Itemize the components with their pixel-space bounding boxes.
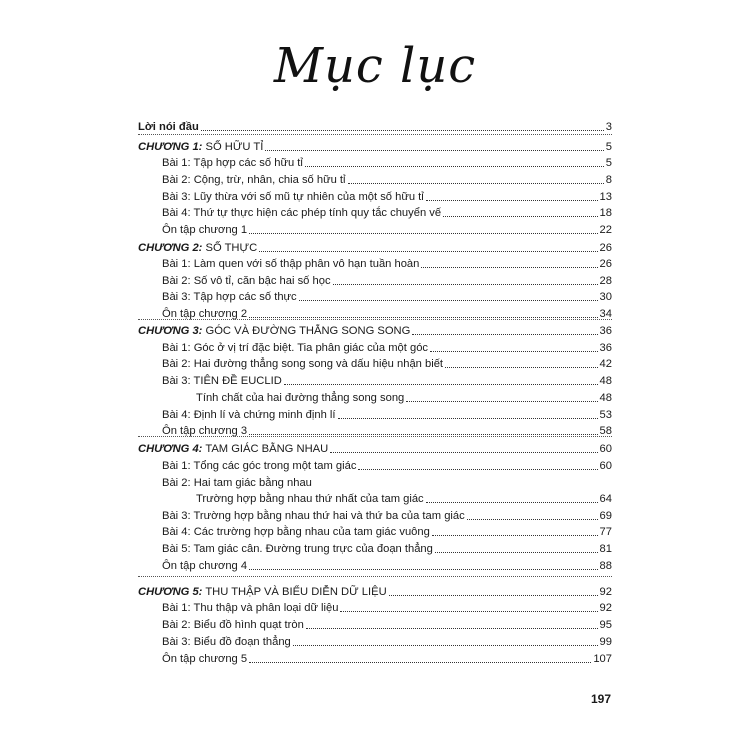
- dot-leader: [259, 251, 597, 252]
- toc-page-number: 48: [599, 375, 612, 387]
- toc-entry-text: Bài 4: Các trường hợp bằng nhau của tam giác vuông: [162, 526, 430, 538]
- toc-entry-row: [162, 256, 612, 272]
- dot-leader: [445, 367, 598, 368]
- toc-entry-label: [138, 119, 199, 135]
- toc-entry-text: TAM GIÁC BẰNG NHAU: [202, 443, 329, 455]
- dot-leader: [443, 216, 597, 217]
- toc-entry-text: Bài 2: Hai tam giác bằng nhau: [162, 477, 312, 489]
- dot-leader: [426, 502, 598, 503]
- toc-page-number: 22: [599, 224, 612, 236]
- toc-entry-label: [162, 475, 312, 491]
- toc-entry-text: SỐ THỰC: [202, 242, 258, 254]
- chapter-prefix: CHƯƠNG 2:: [138, 242, 203, 254]
- toc-entry-label: [196, 390, 404, 406]
- dot-leader: [430, 351, 598, 352]
- toc-entry-text: SỐ HỮU TỈ: [202, 141, 264, 153]
- toc-entry-label: [162, 541, 433, 557]
- toc-entry-text: Bài 3: Trường hợp bằng nhau thứ hai và thứ ba của tam giác: [162, 510, 465, 522]
- toc-entry-label: [162, 222, 247, 238]
- toc-page-number: 48: [599, 392, 612, 404]
- toc-page-number: 60: [599, 443, 612, 455]
- toc-chapter-row: [138, 584, 612, 600]
- toc-page-number: 36: [599, 325, 612, 337]
- toc-page-number: 81: [599, 543, 612, 555]
- toc-page-number: 95: [599, 619, 612, 631]
- toc-chapter-row: [138, 240, 612, 256]
- toc-entry-label: [162, 458, 356, 474]
- dot-leader: [249, 569, 597, 570]
- toc-entry-text: Trường hợp bằng nhau thứ nhất của tam giác: [196, 493, 424, 505]
- toc-chapter-row: [138, 323, 612, 339]
- dot-leader: [348, 183, 604, 184]
- toc-entry-text: Tính chất của hai đường thẳng song song: [196, 392, 405, 404]
- toc-page-number: 26: [599, 258, 612, 270]
- toc-entry-row: [162, 541, 612, 557]
- toc-page-number: 107: [593, 653, 612, 665]
- toc-entry-row: [162, 634, 612, 650]
- dot-leader: [306, 628, 598, 629]
- toc-page-number: 5: [605, 141, 612, 153]
- toc-page-number: 5: [605, 157, 612, 169]
- toc-page-number: 92: [599, 602, 612, 614]
- toc-entry-label: [162, 289, 297, 305]
- dot-leader: [201, 130, 604, 131]
- toc-entry-text: Bài 3: Biểu đồ đoạn thẳng: [162, 636, 291, 648]
- toc-entry-row: [162, 172, 612, 188]
- toc-entry-text: Bài 3: Tập hợp các số thực: [162, 291, 297, 303]
- toc-page-number: 99: [599, 636, 612, 648]
- toc-entry-label: [138, 139, 263, 155]
- toc-entry-row: [162, 155, 612, 171]
- toc-page-number: 18: [599, 207, 612, 219]
- dot-leader: [421, 267, 597, 268]
- toc-page-number: 92: [599, 586, 612, 598]
- dot-leader: [426, 200, 598, 201]
- page-number: 197: [591, 692, 612, 706]
- page-title: Mục lục: [273, 38, 477, 94]
- toc-entry-row: [162, 475, 612, 491]
- toc-entry-label: [162, 205, 441, 221]
- dot-leader: [305, 166, 604, 167]
- toc-entry-row: [162, 205, 612, 221]
- toc-entry-label: [162, 508, 465, 524]
- toc-entry-label: [162, 524, 430, 540]
- toc-entry-text: Ôn tập chương 4: [162, 560, 248, 572]
- toc-entry-row: [162, 340, 612, 356]
- toc-entry-label: [162, 634, 291, 650]
- toc-entry-text: Bài 1: Góc ở vị trí đặc biệt. Tia phân giác của một góc: [162, 342, 429, 354]
- toc-entry-row: [196, 491, 612, 507]
- dot-leader: [467, 519, 598, 520]
- toc-entry-label: [162, 600, 338, 616]
- toc-entry-label: [138, 441, 328, 457]
- toc-page-number: 58: [599, 425, 612, 437]
- toc-page-number: 69: [599, 510, 612, 522]
- toc-entry-label: [162, 558, 247, 574]
- toc-page-number: 53: [599, 409, 612, 421]
- chapter-prefix: CHƯƠNG 1:: [138, 141, 203, 153]
- toc-entry-label: [162, 256, 419, 272]
- dot-leader: [249, 434, 597, 435]
- toc-page-number: 36: [599, 342, 612, 354]
- section-divider: [138, 319, 612, 320]
- toc-entry-row: [162, 458, 612, 474]
- toc-entry-text: THU THẬP VÀ BIỂU DIỄN DỮ LIỆU: [202, 586, 387, 598]
- toc-entry-text: Bài 1: Làm quen với số thập phân vô hạn tuần hoàn: [162, 258, 420, 270]
- toc-entry-row: [162, 524, 612, 540]
- dot-leader: [249, 233, 597, 234]
- dot-leader: [358, 469, 597, 470]
- toc-page-number: 13: [599, 191, 612, 203]
- toc-chapter-row: [138, 441, 612, 457]
- toc-entry-text: Bài 5: Tam giác cân. Đường trung trực của đoạn thẳng: [162, 543, 433, 555]
- dot-leader: [389, 595, 598, 596]
- toc-entry-label: [162, 617, 304, 633]
- toc-entry-row: [162, 222, 612, 238]
- toc-page-number: 26: [599, 242, 612, 254]
- toc-entry-row: [162, 189, 612, 205]
- dot-leader: [299, 300, 598, 301]
- section-divider: [138, 134, 612, 135]
- toc-page-number: 42: [599, 358, 612, 370]
- dot-leader: [249, 317, 597, 318]
- toc-entry-row: [162, 600, 612, 616]
- toc-entry-text: Bài 4: Định lí và chứng minh định lí: [162, 409, 336, 421]
- toc-entry-text: Bài 3: Lũy thừa với số mũ tự nhiên của một số hữu tỉ: [162, 191, 424, 203]
- toc-page-number: 77: [599, 526, 612, 538]
- chapter-prefix: CHƯƠNG 4:: [138, 443, 203, 455]
- toc-chapter-row: [138, 139, 612, 155]
- toc-entry-text: Bài 4: Thứ tự thực hiện các phép tính quy tắc chuyển vế: [162, 207, 442, 219]
- toc-page-number: 88: [599, 560, 612, 572]
- toc-entry-text: Ôn tập chương 5: [162, 653, 248, 665]
- toc-entry-label: [162, 189, 424, 205]
- dot-leader: [406, 401, 597, 402]
- chapter-prefix: CHƯƠNG 3:: [138, 325, 203, 337]
- toc-entry-text: Bài 2: Biểu đồ hình quạt tròn: [162, 619, 304, 631]
- toc-entry-text: Bài 1: Tổng các góc trong một tam giác: [162, 460, 357, 472]
- dot-leader: [265, 150, 603, 151]
- toc-entry-label: [162, 172, 346, 188]
- chapter-prefix: CHƯƠNG 5:: [138, 586, 203, 598]
- toc-entry-text: Bài 1: Thu thập và phân loại dữ liệu: [162, 602, 339, 614]
- dot-leader: [333, 284, 598, 285]
- toc-entry-label: [162, 407, 336, 423]
- dot-leader: [340, 611, 597, 612]
- dot-leader: [338, 418, 598, 419]
- toc-entry-row: [196, 390, 612, 406]
- toc-page-number: 3: [605, 121, 612, 133]
- toc-entry-label: [138, 584, 387, 600]
- toc-page-number: 8: [605, 174, 612, 186]
- toc-entry-text: Bài 2: Hai đường thẳng song song và dấu hiệu nhận biết: [162, 358, 444, 370]
- toc-entry-label: [162, 356, 443, 372]
- dot-leader: [432, 535, 598, 536]
- toc-entry-row: [162, 273, 612, 289]
- toc-entry-text: Ôn tập chương 3: [162, 425, 248, 437]
- toc-entry-row: [162, 356, 612, 372]
- toc-entry-row: [162, 558, 612, 574]
- toc-entry-label: [162, 651, 247, 667]
- toc-preface-row: [138, 119, 612, 135]
- toc-entry-label: [138, 323, 410, 339]
- toc-page-number: 60: [599, 460, 612, 472]
- dot-leader: [330, 452, 597, 453]
- toc-entry-text: Bài 3: TIÊN ĐỀ EUCLID: [162, 375, 282, 387]
- toc-entry-label: [162, 373, 282, 389]
- dot-leader: [249, 662, 591, 663]
- toc-entry-row: [162, 407, 612, 423]
- toc-page-number: 64: [599, 493, 612, 505]
- toc-entry-label: [138, 240, 257, 256]
- toc-page-number: 30: [599, 291, 612, 303]
- toc-entry-text: GÓC VÀ ĐƯỜNG THẲNG SONG SONG: [202, 325, 411, 337]
- toc-entry-row: [162, 508, 612, 524]
- toc-entry-text: Ôn tập chương 2: [162, 308, 248, 320]
- toc-entry-row: [162, 373, 612, 389]
- toc-entry-text: Bài 1: Tập hợp các số hữu tỉ: [162, 157, 303, 169]
- toc-page-number: 34: [599, 308, 612, 320]
- toc-entry-text: Bài 2: Cộng, trừ, nhân, chia số hữu tỉ: [162, 174, 346, 186]
- dot-leader: [293, 645, 598, 646]
- toc-entry-label: [162, 273, 331, 289]
- toc-entry-row: [162, 617, 612, 633]
- toc-entry-label: [162, 340, 428, 356]
- toc-entry-label: [196, 491, 424, 507]
- toc-entry-row: [162, 289, 612, 305]
- dot-leader: [284, 384, 598, 385]
- section-divider: [138, 576, 612, 577]
- toc-entry-row: [162, 651, 612, 667]
- toc-entry-text: Ôn tập chương 1: [162, 224, 248, 236]
- toc-page-number: 28: [599, 275, 612, 287]
- dot-leader: [435, 552, 598, 553]
- toc-entry-label: [162, 155, 303, 171]
- toc-entry-text: Lời nói đầu: [138, 121, 199, 133]
- dot-leader: [412, 334, 597, 335]
- toc-entry-text: Bài 2: Số vô tỉ, căn bậc hai số học: [162, 275, 331, 287]
- section-divider: [138, 436, 612, 437]
